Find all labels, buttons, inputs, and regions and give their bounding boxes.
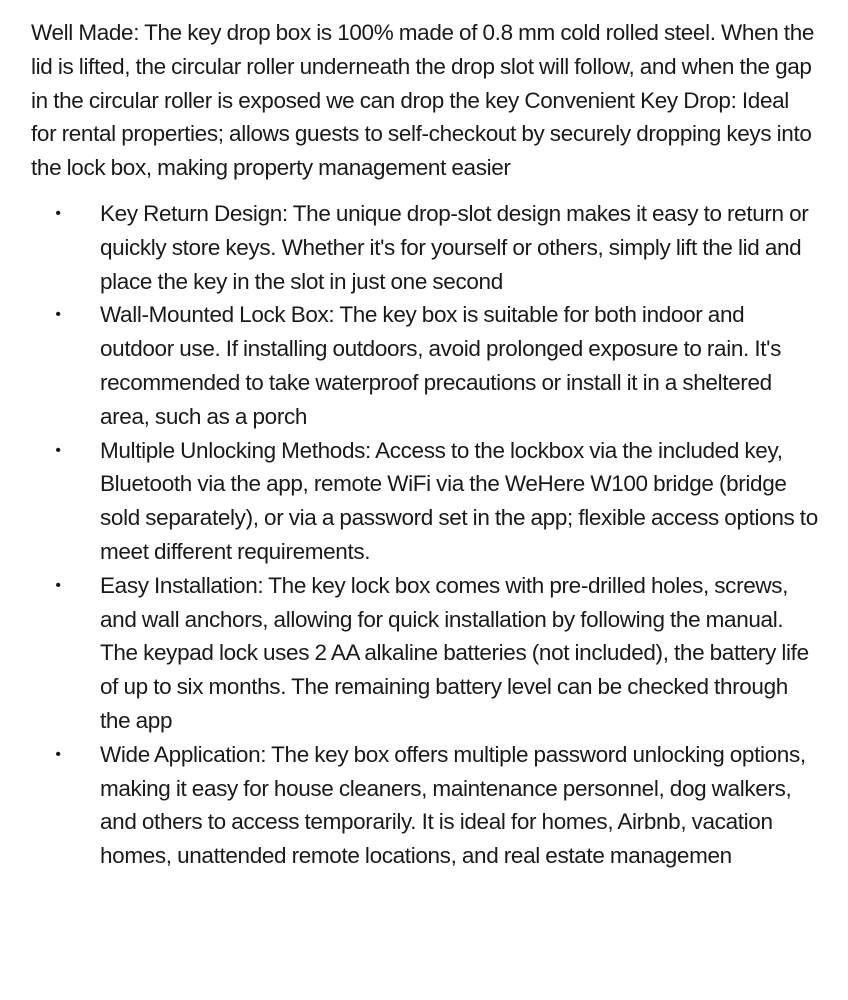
- feature-text: Wall-Mounted Lock Box: The key box is suitable for both indoor and outdoor use. If installing outdoors, avoid prolonged exposure to rain. It's recommended to take waterproof precautions or install it in a sheltered area, such as a porch: [100, 302, 781, 429]
- bullet-icon: •: [55, 745, 61, 763]
- bullet-icon: •: [55, 576, 61, 594]
- list-item: [31, 298, 818, 433]
- bullet-icon: •: [55, 306, 61, 324]
- bullet-icon: •: [55, 441, 61, 459]
- feature-list: [31, 197, 818, 873]
- feature-text: Wide Application: The key box offers multiple password unlocking options, making it easy for house cleaners, maintenance personnel, dog walkers, and others to access temporarily. It is ideal for homes, Airbnb, vacation homes, unattended remote locations, and real estate managemen: [100, 741, 806, 869]
- feature-text: Key Return Design: The unique drop-slot design makes it easy to return or quickly store keys. Whether it's for yourself or others, simply lift the lid and place the key in the slot in just one second: [100, 200, 809, 294]
- intro-paragraph: Well Made: The key drop box is 100% made of 0.8 mm cold rolled steel. When the lid is lifted, the circular roller underneath the drop slot will follow, and when the gap in the circular roller is exposed we can drop the key Convenient Key Drop: Ideal for rental properties; allows guests to self-checkout by securely dropping keys into the lock box, making property management easier: [31, 20, 815, 181]
- bullet-icon: •: [55, 204, 61, 222]
- list-item: [31, 197, 818, 298]
- feature-text: Easy Installation: The key lock box comes with pre-drilled holes, screws, and wall anchors, allowing for quick installation by following the manual. The keypad lock uses 2 AA alkaline batteries (not included), the battery life of up to six months. The remaining battery level can be checked through the app: [100, 572, 809, 733]
- list-item: [31, 569, 818, 738]
- list-item: [31, 434, 818, 569]
- feature-text: Multiple Unlocking Methods: Access to the lockbox via the included key, Bluetooth via the app, remote WiFi via the WeHere W100 bridge (bridge sold separately), or via a password set in the app; flexible access options to meet different requirements.: [100, 437, 818, 564]
- list-item: [31, 738, 818, 873]
